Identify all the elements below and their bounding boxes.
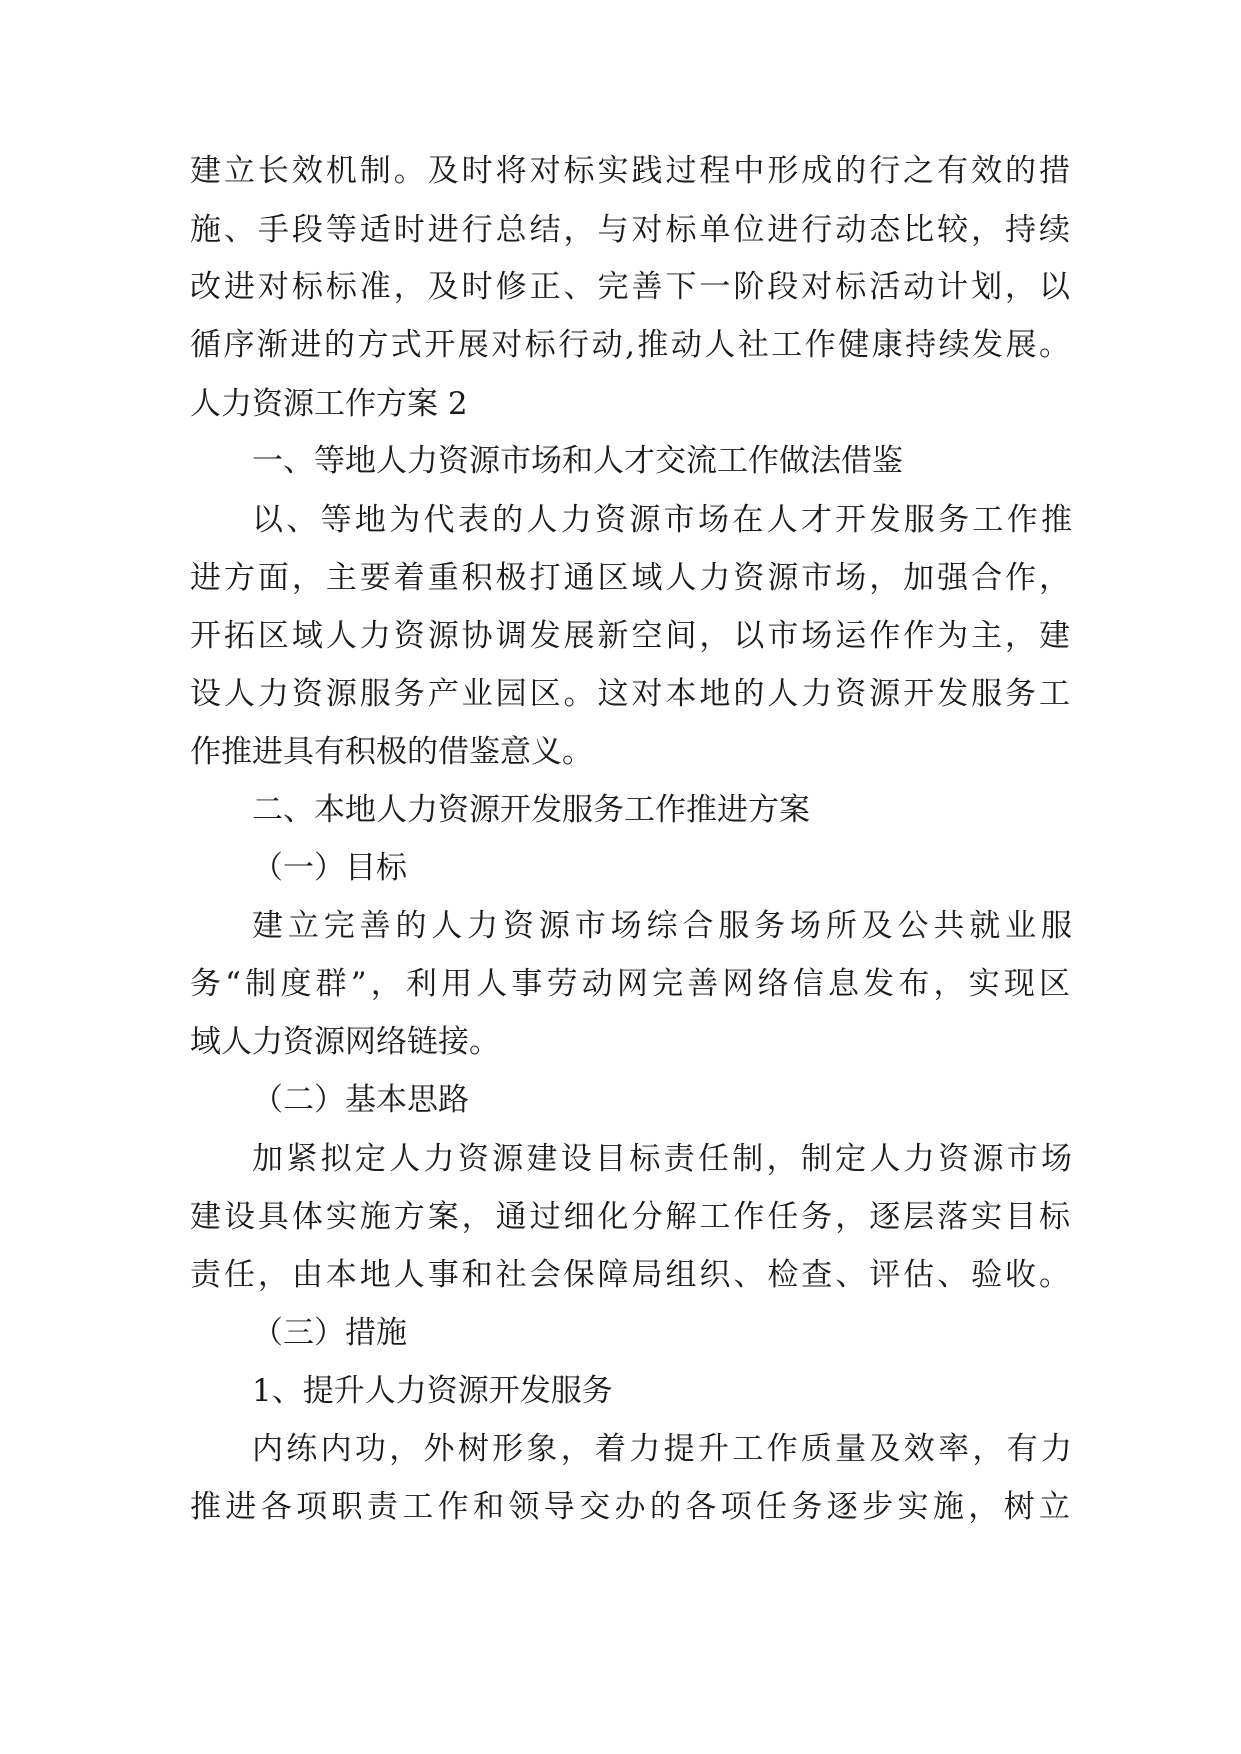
subheading-goal: （一）目标 bbox=[252, 850, 407, 886]
body-line: 开拓区域人力资源协调发展新空间，以市场运作作为主，建 bbox=[190, 618, 1070, 654]
body-line: 循序渐进的方式开展对标行动,推动人社工作健康持续发展。 bbox=[190, 327, 1070, 363]
body-line: 责任，由本地人事和社会保障局组织、检查、评估、验收。 bbox=[190, 1257, 1070, 1293]
body-line: 设人力资源服务产业园区。这对本地的人力资源开发服务工 bbox=[190, 676, 1070, 712]
body-line: 内练内功，外树形象，着力提升工作质量及效率，有力 bbox=[252, 1431, 1072, 1467]
body-line: 进方面，主要着重积极打通区域人力资源市场，加强合作， bbox=[190, 560, 1070, 596]
body-line: 施、手段等适时进行总结，与对标单位进行动态比较，持续 bbox=[190, 212, 1070, 248]
body-line: 建立完善的人力资源市场综合服务场所及公共就业服 bbox=[252, 908, 1072, 944]
body-line: 务“制度群”，利用人事劳动网完善网络信息发布，实现区 bbox=[190, 966, 1070, 1002]
section-title: 人力资源工作方案 2 bbox=[190, 386, 468, 422]
body-line: 改进对标标准，及时修正、完善下一阶段对标活动计划，以 bbox=[190, 269, 1070, 305]
heading-1: 一、等地人力资源市场和人才交流工作做法借鉴 bbox=[252, 443, 903, 479]
body-line: 建设具体实施方案，通过细化分解工作任务，逐层落实目标 bbox=[190, 1199, 1070, 1235]
body-line: 建立长效机制。及时将对标实践过程中形成的行之有效的措 bbox=[190, 153, 1070, 189]
body-line: 作推进具有积极的借鉴意义。 bbox=[190, 734, 593, 770]
heading-2: 二、本地人力资源开发服务工作推进方案 bbox=[252, 792, 810, 828]
body-line: 推进各项职责工作和领导交办的各项任务逐步实施，树立 bbox=[190, 1489, 1070, 1525]
body-line: 加紧拟定人力资源建设目标责任制，制定人力资源市场 bbox=[252, 1141, 1072, 1177]
subheading-measures: （三）措施 bbox=[252, 1315, 407, 1351]
body-line: 以、等地为代表的人力资源市场在人才开发服务工作推 bbox=[252, 502, 1072, 538]
numbered-item: 1、提升人力资源开发服务 bbox=[252, 1373, 613, 1409]
body-line: 域人力资源网络链接。 bbox=[190, 1024, 500, 1060]
subheading-approach: （二）基本思路 bbox=[252, 1082, 469, 1118]
